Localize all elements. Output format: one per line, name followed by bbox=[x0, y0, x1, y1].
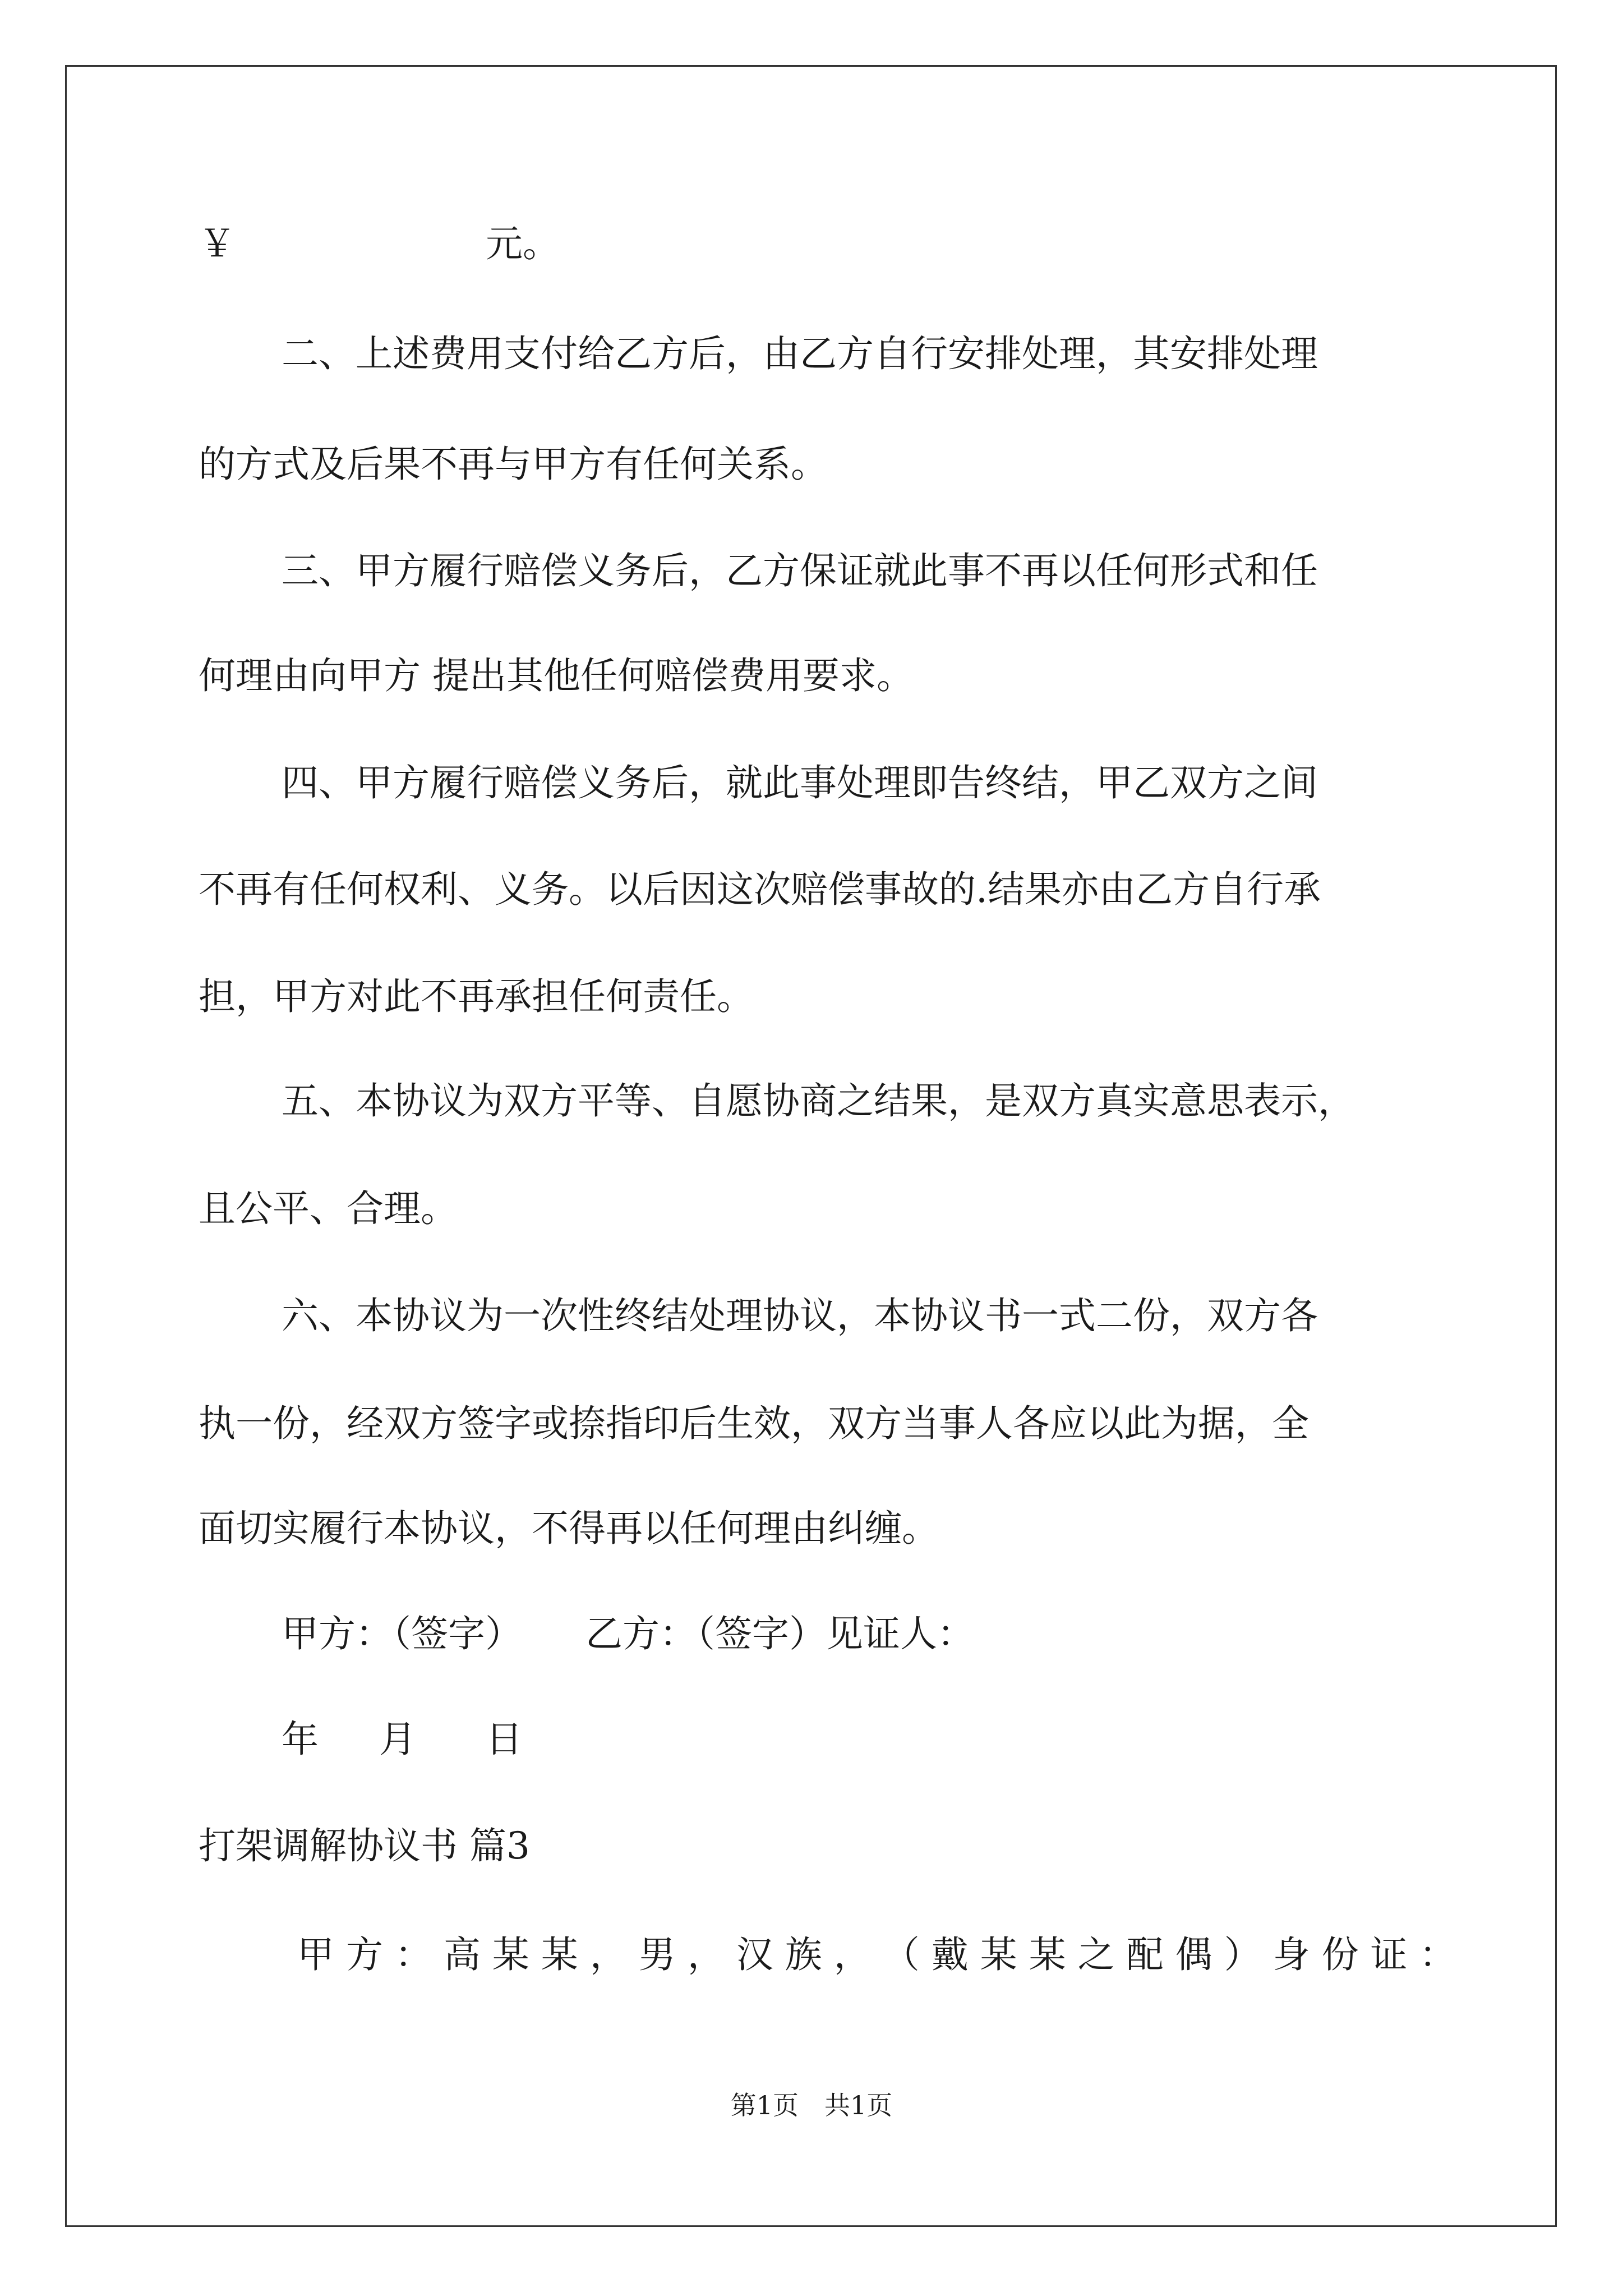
paragraph-5-line-1: 五、本协议为双方平等、自愿协商之结果，是双方真实意思表示， bbox=[282, 1079, 1355, 1122]
date-year: 年 bbox=[282, 1718, 319, 1761]
paragraph-4-line-1: 四、甲方履行赔偿义务后，就此事处理即告终结，甲乙双方之间 bbox=[282, 761, 1318, 804]
paragraph-3-line-2: 何理由向甲方 提出其他任何赔偿费用要求。 bbox=[199, 654, 914, 697]
paragraph-4-line-2: 不再有任何权利、义务。以后因这次赔偿事故的.结果亦由乙方自行承 bbox=[199, 868, 1321, 911]
paragraph-6-line-2: 执一份，经双方签字或捺指印后生效，双方当事人各应以此为据，全 bbox=[199, 1402, 1309, 1445]
date-month: 月 bbox=[379, 1718, 416, 1761]
page-border bbox=[65, 65, 1557, 2227]
paragraph-4-line-3: 担，甲方对此不再承担任何责任。 bbox=[199, 975, 754, 1018]
paragraph-2-line-1: 二、上述费用支付给乙方后，由乙方自行安排处理，其安排处理 bbox=[282, 332, 1318, 375]
party-a-info: 甲 方 ： 高 某 某 ， 男 ， 汉 族 ， （ 戴 某 某 之 配 偶 ） 身 份 证 ： bbox=[297, 1933, 1456, 1976]
party-b-signature-witness: 乙方：（签字）见证人： bbox=[585, 1612, 974, 1655]
date-day: 日 bbox=[486, 1718, 523, 1761]
page-footer: 第1页 共1页 bbox=[730, 2090, 893, 2120]
paragraph-3-line-1: 三、甲方履行赔偿义务后，乙方保证就此事不再以任何形式和任 bbox=[282, 549, 1318, 592]
paragraph-2-line-2: 的方式及后果不再与甲方有任何关系。 bbox=[199, 443, 828, 486]
paragraph-5-line-2: 且公平、合理。 bbox=[199, 1187, 458, 1230]
party-a-signature: 甲方：（签字） bbox=[282, 1612, 522, 1655]
paragraph-6-line-3: 面切实履行本协议，不得再以任何理由纠缠。 bbox=[199, 1507, 939, 1550]
amount-unit: 元。 bbox=[486, 222, 560, 265]
section-title: 打架调解协议书 篇3 bbox=[199, 1824, 530, 1867]
paragraph-6-line-1: 六、本协议为一次性终结处理协议，本协议书一式二份，双方各 bbox=[282, 1294, 1318, 1337]
amount-currency: ￥ bbox=[199, 222, 236, 265]
